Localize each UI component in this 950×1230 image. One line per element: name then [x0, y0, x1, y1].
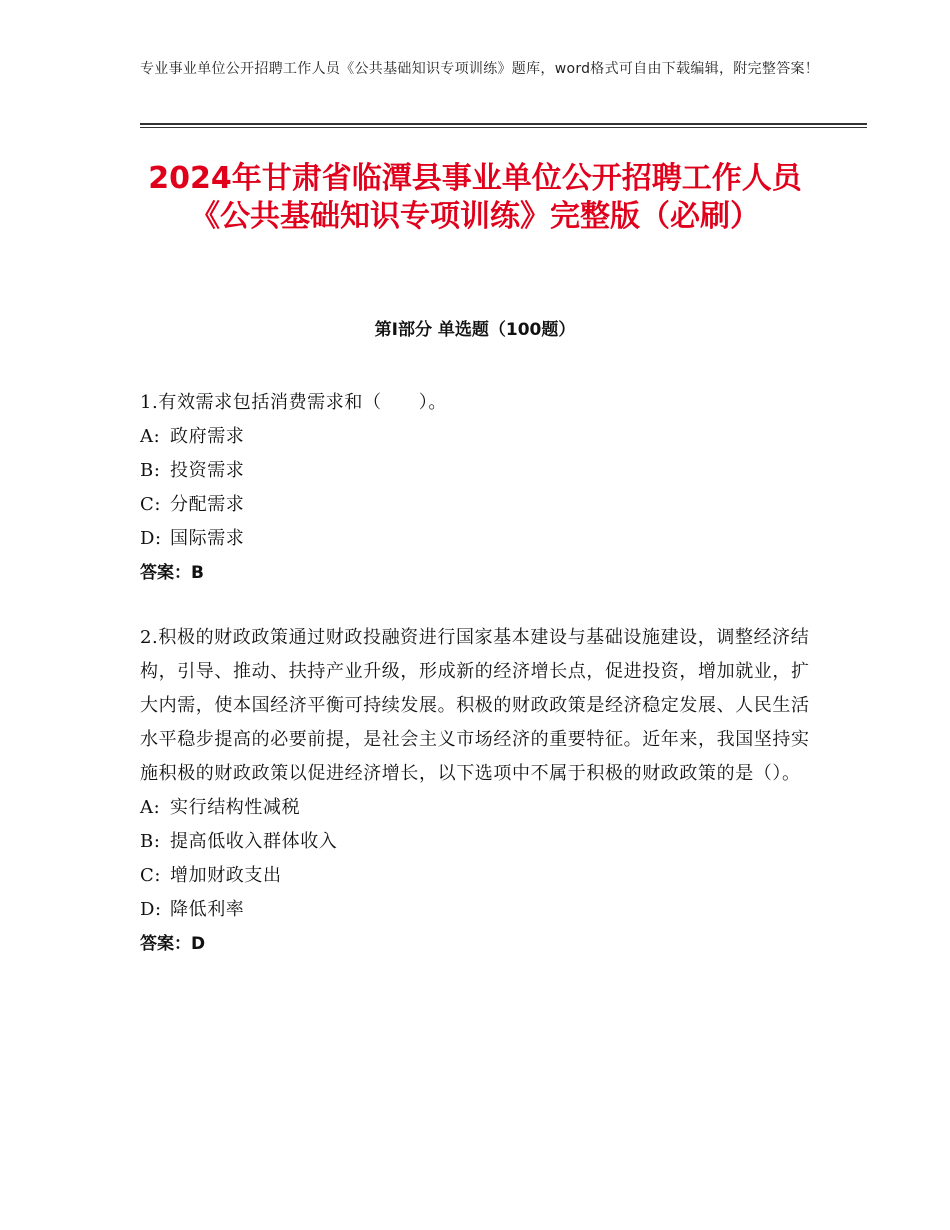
question-2 — [140, 621, 820, 961]
option-key: C: — [140, 865, 162, 886]
question-stem: 1.有效需求包括消费需求和（ ）。 — [140, 392, 447, 413]
section-title: 第Ⅰ部分 单选题（100题） — [374, 320, 576, 340]
option-d — [140, 522, 820, 556]
header-rule-thin — [140, 127, 867, 128]
option-key: C: — [140, 494, 162, 515]
option-a — [140, 791, 820, 825]
document-title: 2024年甘肃省临潭县事业单位公开招聘工作人员《公共基础知识专项训练》完整版（必刷） — [148, 161, 802, 234]
option-a — [140, 420, 820, 454]
header-rule-thick — [140, 123, 867, 125]
answer: 答案：B — [140, 563, 204, 583]
option-b — [140, 454, 820, 488]
option-text: 实行结构性减税 — [170, 797, 301, 818]
option-c — [140, 859, 820, 893]
option-text: 提高低收入群体收入 — [170, 831, 338, 852]
option-text: 投资需求 — [170, 460, 245, 481]
question-1 — [140, 386, 820, 590]
option-key: B: — [140, 460, 161, 481]
option-key: A: — [140, 426, 161, 447]
option-key: D: — [140, 528, 162, 549]
option-b — [140, 825, 820, 859]
option-text: 政府需求 — [170, 426, 245, 447]
option-d — [140, 893, 820, 927]
header-note: 专业事业单位公开招聘工作人员《公共基础知识专项训练》题库，word格式可自由下载编辑，附完整答案！ — [140, 61, 820, 77]
option-text: 分配需求 — [170, 494, 245, 515]
option-key: D: — [140, 899, 162, 920]
option-text: 增加财政支出 — [170, 865, 282, 886]
option-text: 国际需求 — [170, 528, 245, 549]
answer: 答案：D — [140, 934, 206, 954]
question-stem: 2.积极的财政政策通过财政投融资进行国家基本建设与基础设施建设，调整经济结构，引导、推动、扶持产业升级，形成新的经济增长点，促进投资，增加就业，扩大内需，使本国经济平衡可持续发展。积极的财政政策是经济稳定发展、人民生活水平稳步提高的必要前提，是社会主义市场经济的重要特征。近年来，我国坚持实施积极的财政政策以促进经济增长，以下选项中不属于积极的财政政策的是（）。 — [140, 627, 810, 784]
option-c — [140, 488, 820, 522]
option-key: B: — [140, 831, 161, 852]
option-key: A: — [140, 797, 161, 818]
option-text: 降低利率 — [170, 899, 245, 920]
